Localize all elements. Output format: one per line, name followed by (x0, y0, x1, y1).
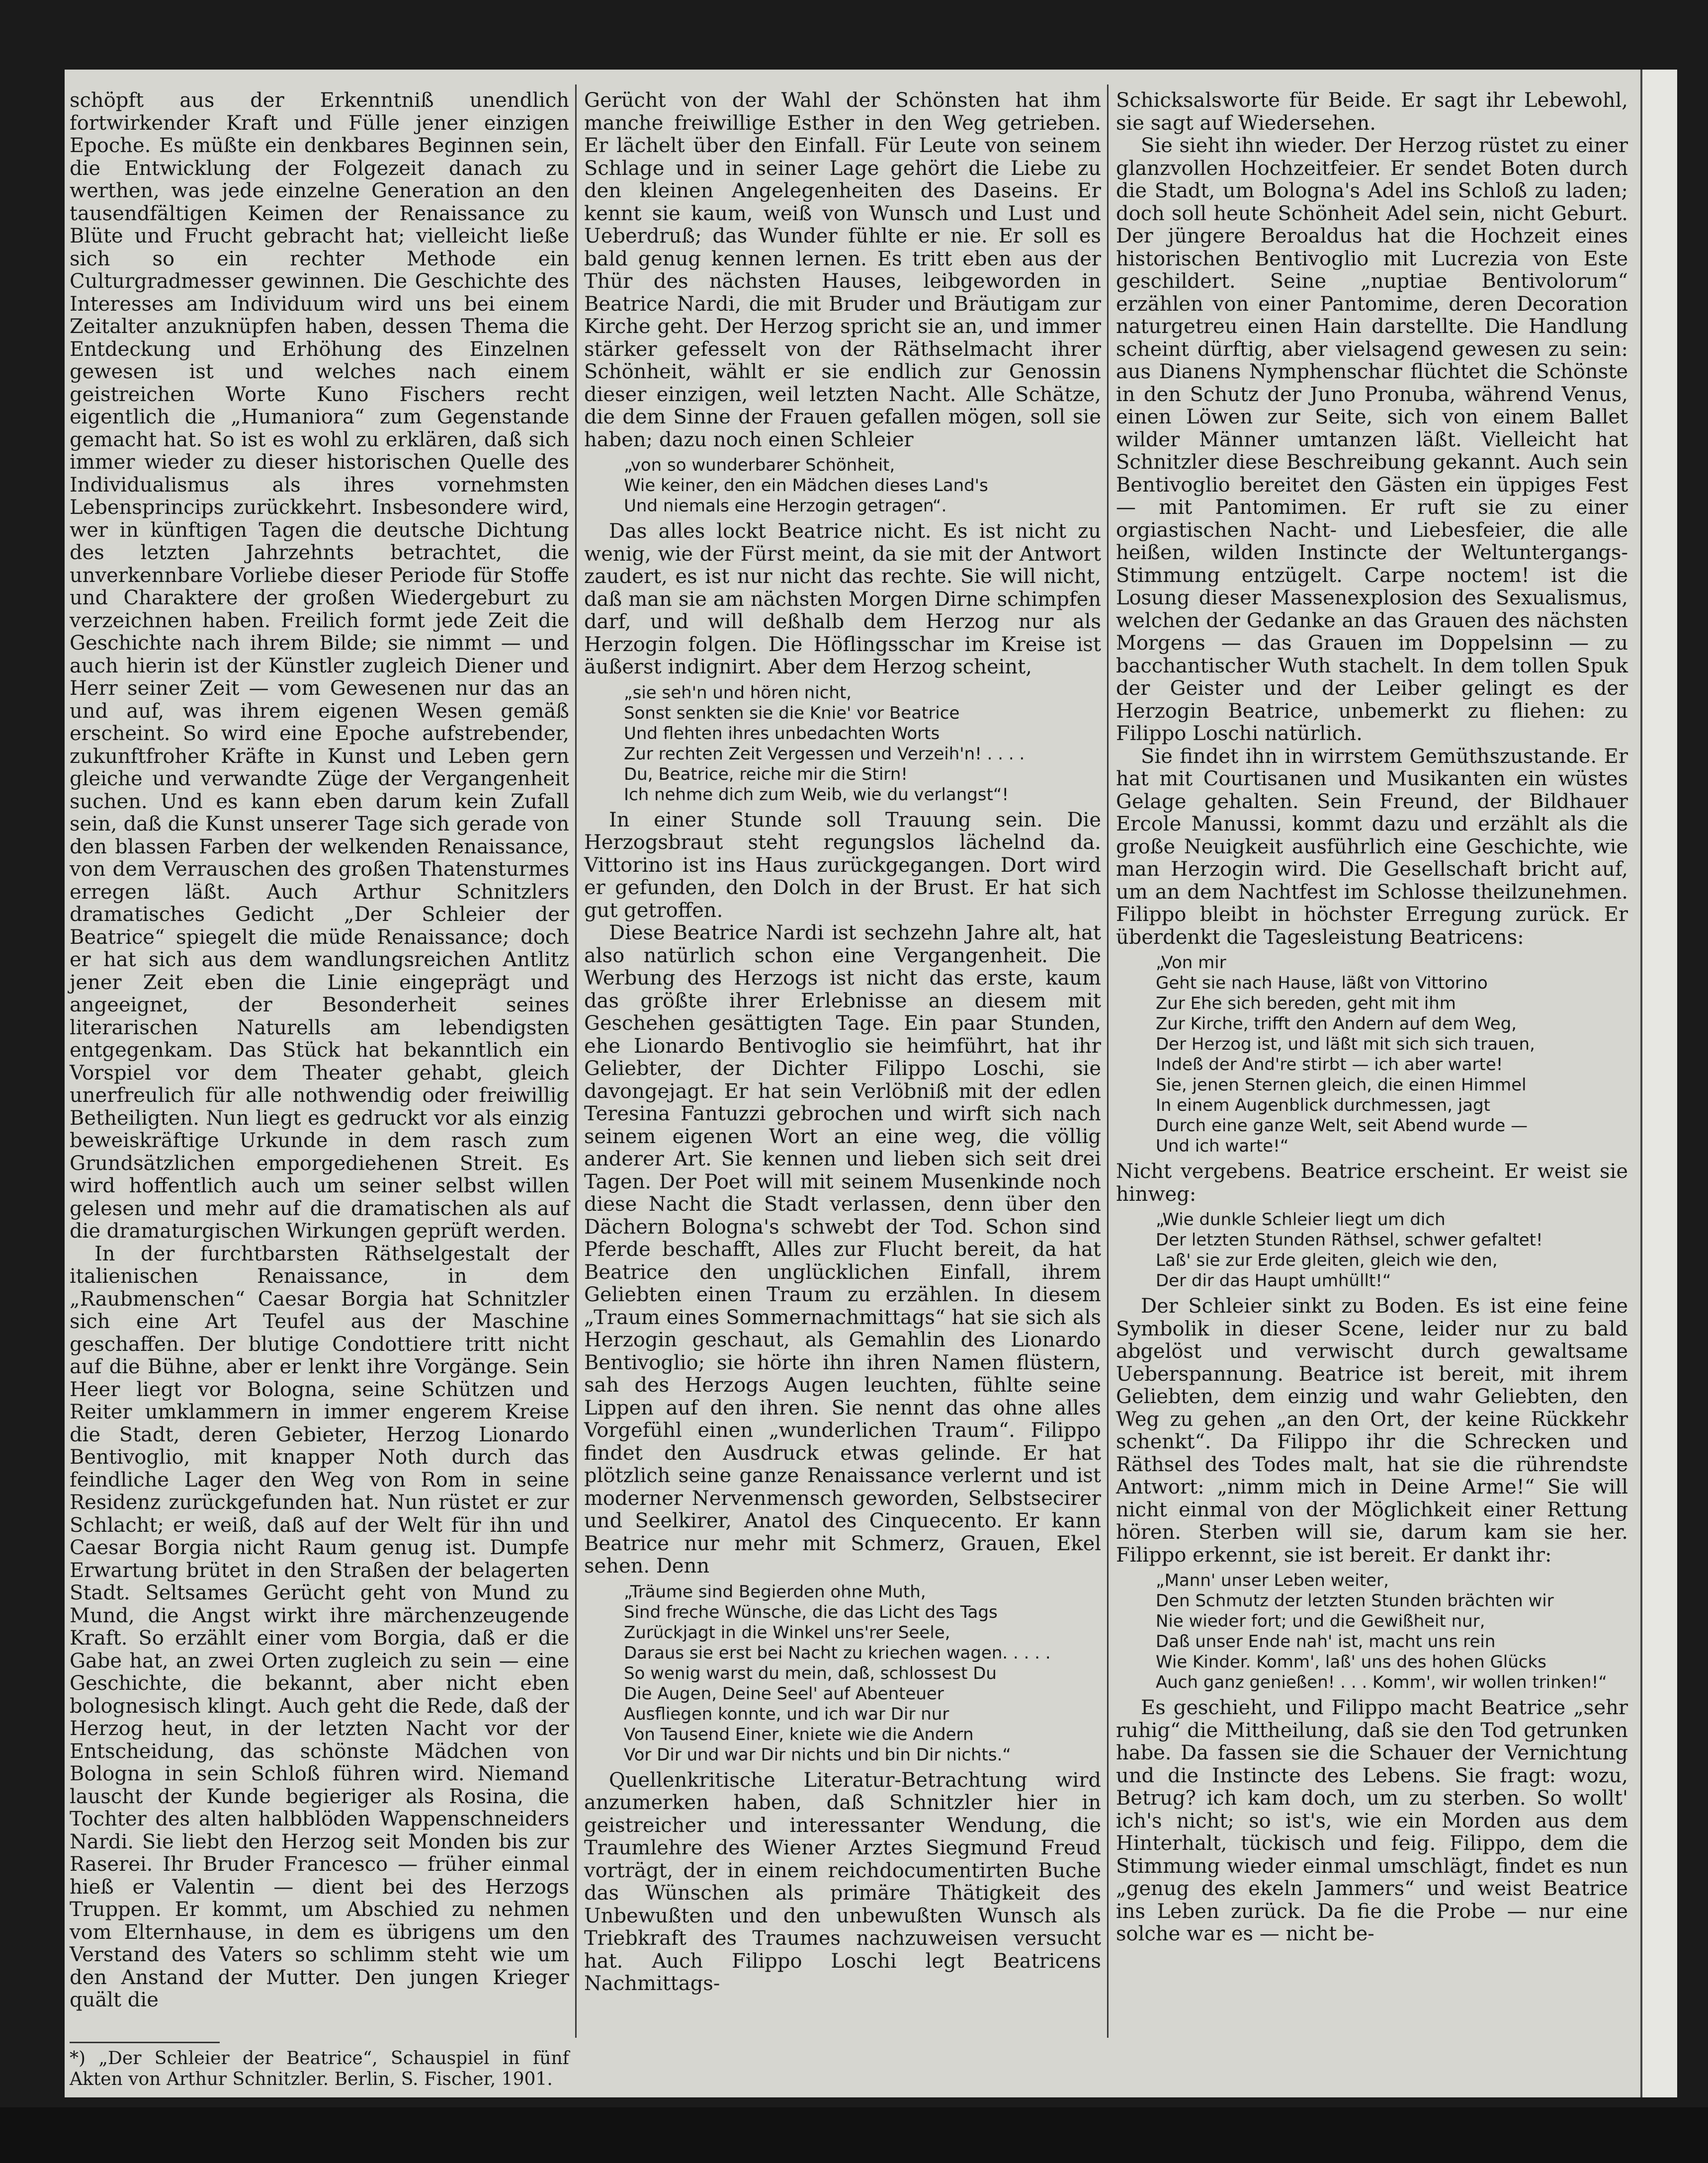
paragraph: Nicht vergebens. Beatrice erscheint. Er weist sie hinweg: (1116, 1160, 1628, 1206)
footnote-rule (70, 2042, 220, 2043)
paragraph: Quellenkritische Literatur-Betrachtung wird anzumerken haben, daß Schnitzler hier in geistreicher und interessanter Wendung, die Traumlehre des Wiener Arztes Siegmund Freud vorträgt, der in einem reichdocumentirten Buche das Wünschen als primäre Thätigkeit des Unbewußten und den unbewußten Wunsch als Triebkraft des Traumes nachzuweisen versucht hat. Auch Filippo Loschi legt Beatricens Nachmittags- (584, 1768, 1101, 1995)
verse-quote: „Wie dunkle Schleier liegt um dich Der letzten Stunden Räthsel, schwer gefaltet! Laß' sie zur Erde gleiten, gleich wie den, Der dir das Haupt umhüllt!“ (1156, 1210, 1543, 1291)
verse-quote: „Träume sind Begierden ohne Muth, Sind freche Wünsche, die das Licht des Tags Zurückjagt in die Winkel uns'rer Seele, Daraus sie erst bei Nacht zu kriechen wagen. . . . . So wenig warst du mein, daß, schlossest Du Die Augen, Deine Seel' auf Abenteuer Ausfliegen konnte, und ich war Dir nur Von Tausend Einer, kniete wie die Andern Vor Dir und war Dir nichts und bin Dir nichts.“ (624, 1581, 1051, 1765)
paragraph: Schicksalsworte für Beide. Er sagt ihr Lebewohl, sie sagt auf Wiedersehen. (1116, 89, 1628, 135)
scan-background (0, 2107, 1708, 2163)
paragraph: Der Schleier sinkt zu Boden. Es ist eine feine Symbolik in dieser Scene, leider nur zu bald abgelöst und verwischt durch gewaltsame Ueberspannung. Beatrice ist bereit, mit ihrem Geliebten, dem einzig und wahr Geliebten, den Weg zu gehen „an den Ort, der keine Rückkehr schenkt“. Da Filippo ihr die Schrecken und Räthsel des Todes malt, hat sie die rührendste Antwort: „nimm mich in Deine Arme!“ Sie will nicht einmal von der Möglichkeit einer Rettung hören. Sterben will sie, darum kam sie her. Filippo erkennt, sie ist bereit. Er dankt ihr: (1116, 1295, 1628, 1567)
text-column-3 (1116, 89, 1628, 1998)
footnote: *) „Der Schleier der Beatrice“, Schauspiel in fünf Akten von Arthur Schnitzler. Berlin, S. Fischer, 1901. (70, 2048, 569, 2089)
verse-quote: „Von mir Geht sie nach Hause, läßt von Vittorino Zur Ehe sich bereden, geht mit ihm Zur Kirche, trifft den Andern auf dem Weg, Der Herzog ist, und läßt mit sich sich trauen, Indeß der And're stirbt — ich aber warte! Sie, jenen Sternen gleich, die einen Himmel In einem Augenblick durchmessen, jagt Durch eine ganze Welt, seit Abend wurde — Und ich warte!“ (1156, 953, 1535, 1156)
paragraph: schöpft aus der Erkenntniß unendlich fortwirkender Kraft und Fülle jener einzigen Epoche. Es müßte ein denkbares Beginnen sein, die Entwicklung der Folgezeit danach zu werthen, was jede einzelne Generation an den tausendfältigen Keimen der Renaissance zu Blüte und Frucht gebracht hat; vielleicht ließe sich so ein rechter Methode ein Culturgradmesser gewinnen. Die Geschichte des Interesses am Individuum wird uns bei einem Zeitalter anzuknüpfen haben, dessen Thema die Entdeckung und Erhöhung des Einzelnen gewesen ist und welches nach einem geistreichen Worte Kuno Fischers recht eigentlich die „Humaniora“ zum Gegenstande gemacht hat. So ist es wohl zu erklären, daß sich immer wieder zu dieser historischen Quelle des Individualismus als ihres vornehmsten Lebensprincips zurückkehrt. Insbesondere wird, wer in künftigen Tagen die deutsche Dichtung des letzten Jahrzehnts betrachtet, die unverkennbare Vorliebe dieser Periode für Stoffe und Charaktere der großen Wiedergeburt zu verzeichnen haben. Freilich formt jede Zeit die Geschichte nach ihrem Bilde; sie nimmt — und auch hierin ist der Künstler zugleich Diener und Herr seiner Zeit — vom Gewesenen nur das an und auf, was ihrem eigenen Wesen gemäß erscheint. So wird eine Epoche aufstrebender, zukunftfroher Kräfte in Kunst und Leben gern gleiche und verwandte Züge der Vergangenheit suchen. Und es kann eben darum kein Zufall sein, daß die Kunst unserer Tage sich gerade von den blassen Farben der welkenden Renaissance, von dem Verrauschen des großen Thatensturmes erregen läßt. Auch Arthur Schnitzlers dramatisches Gedicht „Der Schleier der Beatrice“ spiegelt die müde Renaissance; doch er hat sich aus dem wandlungsreichen Antlitz jener Zeit eben die Linie eingeprägt und angeeignet, der Besonderheit seines literarischen Naturells am lebendigsten entgegenkam. Das Stück hat bekanntlich ein Vorspiel vor dem Theater gehabt, gleich unerfreulich für alle nothwendig oder freiwillig Betheiligten. Nun liegt es gedruckt vor als einzig beweiskräftige Urkunde in dem rasch zum Grundsätzlichen emporgediehenen Streit. Es wird hoffentlich auch um seiner selbst willen gelesen und mehr auf die dramatischen als auf die dramaturgischen Wirkungen geprüft werden. (70, 89, 569, 1243)
text-column-2 (584, 89, 1101, 1998)
paragraph: Es geschieht, und Filippo macht Beatrice „sehr ruhig“ die Mittheilung, daß sie den Tod getrunken habe. Da fassen sie die Schauer der Vernichtung und die Instincte des Lebens. Sie fragt: wozu, Betrug? ich kam doch, um zu sterben. So wollt' ich's nicht; so ist's, wie ein Morden aus dem Hinterhalt, tückisch und feig. Filippo, dem die Stimmung wieder einmal umschlägt, findet es nun „genug des ekeln Jammers“ und weist Beatrice ins Leben zurück. Da fie die Probe — nur eine solche war es — nicht be- (1116, 1696, 1628, 1945)
verse-quote: „sie seh'n und hören nicht, Sonst senkten sie die Knie' vor Beatrice Und flehten ihres unbedachten Worts Zur rechten Zeit Vergessen und Verzeih'n! . . . . Du, Beatrice, reiche mir die Stirn! Ich nehme dich zum Weib, wie du verlangst“! (624, 682, 1025, 805)
column-rule (575, 84, 577, 2038)
paragraph: In einer Stunde soll Trauung sein. Die Herzogsbraut steht regungslos lächelnd da. Vittorino ist ins Haus zurückgegangen. Dort wird er gefunden, den Dolch in der Brust. Er hat sich gut getroffen. (584, 808, 1101, 922)
paragraph: Sie findet ihn in wirrstem Gemüthszustande. Er hat mit Courtisanen und Musikanten ein wüstes Gelage gehalten. Sein Freund, der Bildhauer Ercole Manussi, kommt dazu und erzählt als die große Neuigkeit ausführlich eine Geschichte, wie man Herzogin wird. Die Gesellschaft bricht auf, um an dem Nachtfest im Schlosse theilzunehmen. Filippo bleibt in höchster Erregung zurück. Er überdenkt die Tagesleistung Beatricens: (1116, 745, 1628, 949)
paragraph: Sie sieht ihn wieder. Der Herzog rüstet zu einer glanzvollen Hochzeitfeier. Er sendet Boten durch die Stadt, um Bologna's Adel ins Schloß zu laden; doch soll heute Schönheit Adel sein, nicht Geburt. Der jüngere Beroaldus hat die Hochzeit eines historischen Bentivoglio mit Lucrezia von Este geschildert. Seine „nuptiae Bentivolorum“ erzählen von einer Pantomime, deren Decoration naturgetreu einen Hain darstellte. Die Handlung scheint dürftig, aber vielsagend gewesen zu sein: aus Dianens Nymphenschar flüchtet die Schönste in den Schutz der Juno Pronuba, während Venus, einen Löwen zur Seite, sich von einem Ballet wilder Männer umtanzen läßt. Vielleicht hat Schnitzler diese Beschreibung gekannt. Auch sein Bentivoglio bereitet den Gästen ein üppiges Fest — mit Pantomimen. Er ruft sie zu einer orgiastischen Nacht- und Liebesfeier, die alle heißen, wilden Instincte der Weltuntergangs-Stimmung entzügelt. Carpe noctem! ist die Losung dieser Massenexplosion des Sexualismus, welchen der Gedanke an das Grauen des nächsten Morgens — das Grauen im Doppelsinn — zu bacchantischer Wuth stachelt. In dem tollen Spuk der Geister und der Leiber gelingt es der Herzogin Beatrice, unbemerkt zu fliehen: zu Filippo Loschi natürlich. (1116, 134, 1628, 745)
paragraph: In der furchtbarsten Räthselgestalt der italienischen Renaissance, in dem „Raubmenschen“ Caesar Borgia hat Schnitzler sich eine Art Teufel aus der Maschine geschaffen. Der blutige Condottiere tritt nicht auf die Bühne, aber er lenkt ihre Vorgänge. Sein Heer liegt vor Bologna, seine Schützen und Reiter umklammern in immer engerem Kreise die Stadt, deren Gebieter, Herzog Lionardo Bentivoglio, mit knapper Noth durch das feindliche Lager den Weg von Rom in seine Residenz zurückgefunden hat. Nun rüstet er zur Schlacht; er weiß, daß auf der Welt für ihn und Caesar Borgia nicht Raum genug ist. Dumpfe Erwartung brütet in den Straßen der belagerten Stadt. Seltsames Gerücht geht von Mund zu Mund, die Angst wirkt ihre märchenzeugende Kraft. So erzählt einer vom Borgia, daß er die Gabe hat, an zwei Orten zugleich zu sein — eine Geschichte, die bekannt, aber nicht eben bolognesisch klingt. Auch geht die Rede, daß der Herzog heut, in der letzten Nacht vor der Entscheidung, das schönste Mädchen von Bologna in sein Schloß führen wird. Niemand lauscht der Kunde begieriger als Rosina, die Tochter des alten halbblöden Wappenschneiders Nardi. Sie liebt den Herzog seit Monden bis zur Raserei. Ihr Bruder Francesco — früher einmal hieß er Valentin — dient bei des Herzogs Truppen. Er kommt, um Abschied zu nehmen vom Elternhause, in dem es übrigens um den Verstand des Vaters so schlimm steht wie um den Anstand der Mutter. Den jungen Krieger quält die (70, 1242, 569, 2011)
paragraph: Diese Beatrice Nardi ist sechzehn Jahre alt, hat also natürlich schon eine Vergangenheit. Die Werbung des Herzogs ist nicht das erste, kaum das größte ihrer Erlebnisse an diesem mit Geschehen gesättigten Tage. Ein paar Stunden, ehe Lionardo Bentivoglio sie heimführt, hat ihr Geliebter, der Dichter Filippo Loschi, sie davongejagt. Er hat sein Verlöbniß mit der edlen Teresina Fantuzzi gebrochen und wirft sich nach seinem eigenen Wort an eine weg, die völlig anderer Art. Sie kennen und lieben sich seit drei Tagen. Der Poet will mit seinem Musenkinde noch diese Nacht die Stadt verlassen, denn über den Dächern Bologna's schwebt der Tod. Schon sind Pferde beschafft, Alles zur Flucht bereit, da hat Beatrice den unglücklichen Einfall, ihrem Geliebten einen Traum zu erzählen. In diesem „Traum eines Sommernachmittags“ hat sie sich als Herzogin geschaut, als Gemahlin des Lionardo Bentivoglio; sie hörte ihn ihren Namen flüstern, sah des Herzogs Augen leuchten, fühlte seine Lippen auf den ihren. Sie nennt das ohne alles Vorgefühl einen „wunderlichen Traum“. Filippo findet den Ausdruck etwas gelinde. Er hat plötzlich seine ganze Renaissance verlernt und ist moderner Nervenmensch geworden, Selbstsecirer und Seelkirer, Anatol des Cinquecento. Er kann Beatrice nur mehr mit Schmerz, Grauen, Ekel sehen. Denn (584, 921, 1101, 1578)
paragraph: Gerücht von der Wahl der Schönsten hat ihm manche freiwillige Esther in den Weg getrieben. Er lächelt über den Einfall. Für Leute von seinem Schlage und in seiner Lage gehört die Liebe zu den kleinen Angelegenheiten des Daseins. Er kennt sie kaum, weiß von Wunsch und Lust und Ueberdruß; das Wunder fühlte er nie. Er soll es bald genug kennen lernen. Es tritt eben aus der Thür des nächsten Hauses, leibgeworden in Beatrice Nardi, die mit Bruder und Bräutigam zur Kirche geht. Der Herzog spricht sie an, und immer stärker gefesselt von der Räthselmacht ihrer Schönheit, wählt er sie endlich zur Genossin dieser einzigen, weil letzten Nacht. Alle Schätze, die dem Sinne der Frauen gefallen mögen, soll sie haben; dazu noch einen Schleier (584, 89, 1101, 451)
page-edge-strip (1640, 70, 1677, 2097)
text-column-1 (70, 89, 569, 2089)
paragraph: Das alles lockt Beatrice nicht. Es ist nicht zu wenig, wie der Fürst meint, da sie mit der Antwort zaudert, es ist nur nicht das rechte. Sie will nicht, daß man sie am nächsten Morgen Dirne schimpfen darf, und will deßhalb dem Herzog nur als Herzogin folgen. Die Höflingsschar im Kreise ist äußerst indignirt. Aber dem Herzog scheint, (584, 520, 1101, 678)
verse-quote: „Mann' unser Leben weiter, Den Schmutz der letzten Stunden brächten wir Nie wieder fort; und die Gewißheit nur, Daß unser Ende nah' ist, macht uns rein Wie Kinder. Komm', laß' uns des hohen Glücks Auch ganz genießen! . . . Komm', wir wollen trinken!“ (1156, 1571, 1607, 1692)
column-rule (1107, 84, 1109, 2038)
newspaper-page (65, 70, 1640, 2097)
verse-quote: „von so wunderbarer Schönheit, Wie keiner, den ein Mädchen dieses Land's Und niemals eine Herzogin getragen“. (624, 455, 988, 516)
